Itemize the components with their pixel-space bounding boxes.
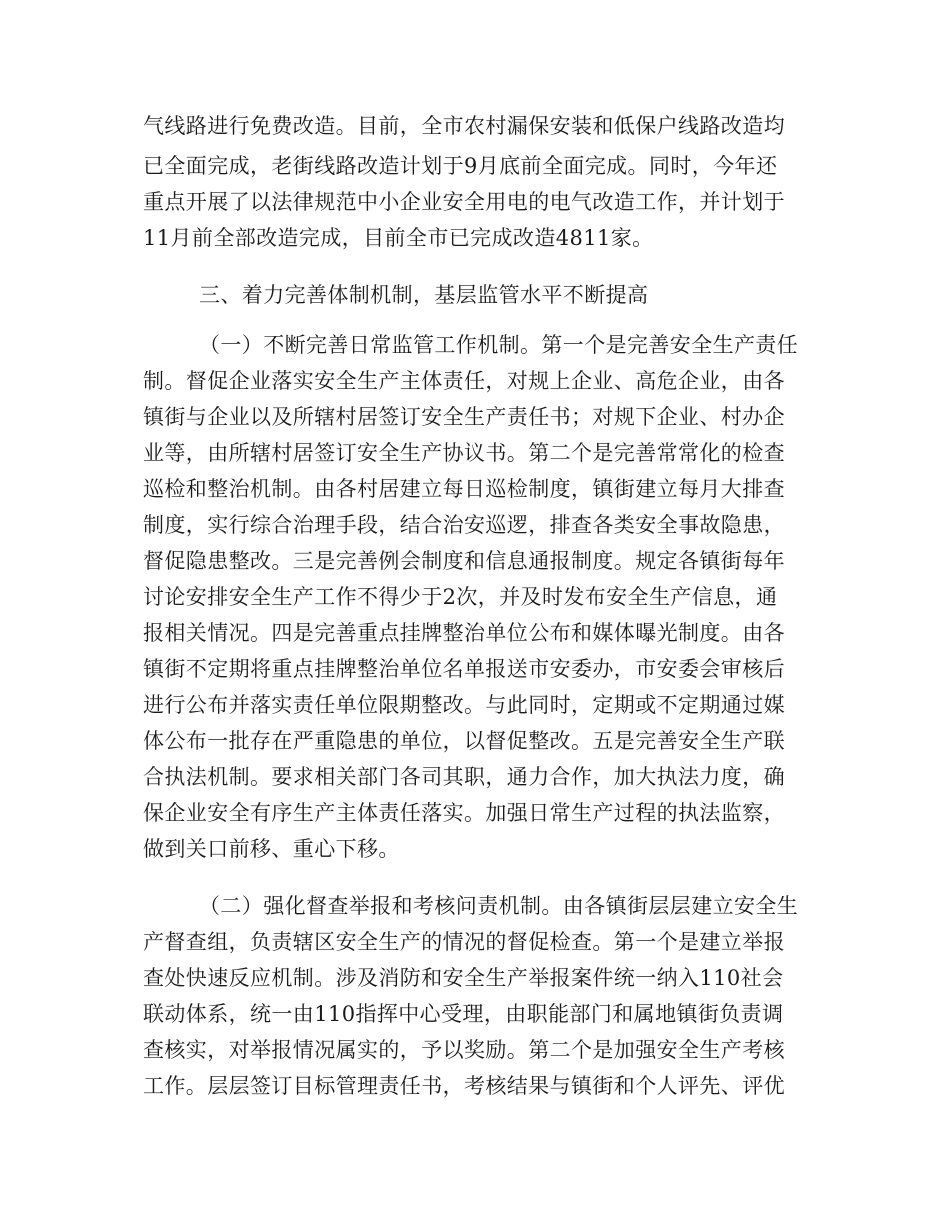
paragraph-line: 讨论安排安全生产工作不得少于2次，并及时发布安全生产信息，通 bbox=[143, 585, 778, 609]
section-heading: 三、着力完善体制机制，基层监管水平不断提高 bbox=[199, 283, 649, 307]
paragraph-line: 制。督促企业落实安全生产主体责任，对规上企业、高危企业，由各 bbox=[143, 369, 785, 393]
paragraph-line: 重点开展了以法律规范中小企业安全用电的电气改造工作，并计划于 bbox=[143, 190, 785, 214]
paragraph-line: 业等，由所辖村居签订安全生产协议书。第二个是完善常常化的检查 bbox=[143, 441, 785, 465]
paragraph-line: 产督查组，负责辖区安全生产的情况的督促检查。第一个是建立举报 bbox=[143, 930, 785, 954]
paragraph-line: 气线路进行免费改造。目前，全市农村漏保安装和低保户线路改造均 bbox=[143, 114, 785, 138]
paragraph-line: 镇街不定期将重点挂牌整治单位名单报送市安委办，市安委会审核后 bbox=[143, 657, 785, 681]
paragraph-line: 11月前全部改造完成，目前全市已完成改造4811家。 bbox=[143, 226, 654, 250]
paragraph-line: 工作。层层签订目标管理责任书，考核结果与镇街和个人评先、评优 bbox=[143, 1074, 785, 1098]
paragraph-line: 做到关口前移、重心下移。 bbox=[143, 837, 400, 861]
paragraph-line: 巡检和整治机制。由各村居建立每日巡检制度，镇街建立每月大排查 bbox=[143, 477, 785, 501]
paragraph-line: 制度，实行综合治理手段，结合治安巡逻，排查各类安全事故隐患， bbox=[143, 513, 785, 537]
paragraph-line: （一）不断完善日常监管工作机制。第一个是完善安全生产责任 bbox=[199, 333, 799, 357]
paragraph-line: 报相关情况。四是完善重点挂牌整治单位公布和媒体曝光制度。由各 bbox=[143, 621, 785, 645]
paragraph-line: 合执法机制。要求相关部门各司其职，通力合作，加大执法力度，确 bbox=[143, 765, 785, 789]
paragraph-line: 进行公布并落实责任单位限期整改。与此同时，定期或不定期通过媒 bbox=[143, 693, 785, 717]
paragraph-line: 体公布一批存在严重隐患的单位，以督促整改。五是完善安全生产联 bbox=[143, 729, 785, 753]
paragraph-line: 查核实，对举报情况属实的，予以奖励。第二个是加强安全生产考核 bbox=[143, 1038, 785, 1062]
paragraph-line: 镇街与企业以及所辖村居签订安全生产责任书；对规下企业、村办企 bbox=[143, 405, 785, 429]
paragraph-line: 联动体系，统一由110指挥中心受理，由职能部门和属地镇街负责调 bbox=[143, 1002, 784, 1026]
paragraph-line: （二）强化督查举报和考核问责机制。由各镇街层层建立安全生 bbox=[199, 894, 799, 918]
paragraph-line: 督促隐患整改。三是完善例会制度和信息通报制度。规定各镇街每年 bbox=[143, 549, 785, 573]
paragraph-line: 保企业安全有序生产主体责任落实。加强日常生产过程的执法监察， bbox=[143, 801, 785, 825]
paragraph-line: 查处快速反应机制。涉及消防和安全生产举报案件统一纳入110社会 bbox=[143, 966, 784, 990]
paragraph-line: 已全面完成，老街线路改造计划于9月底前全面完成。同时，今年还 bbox=[143, 154, 778, 178]
